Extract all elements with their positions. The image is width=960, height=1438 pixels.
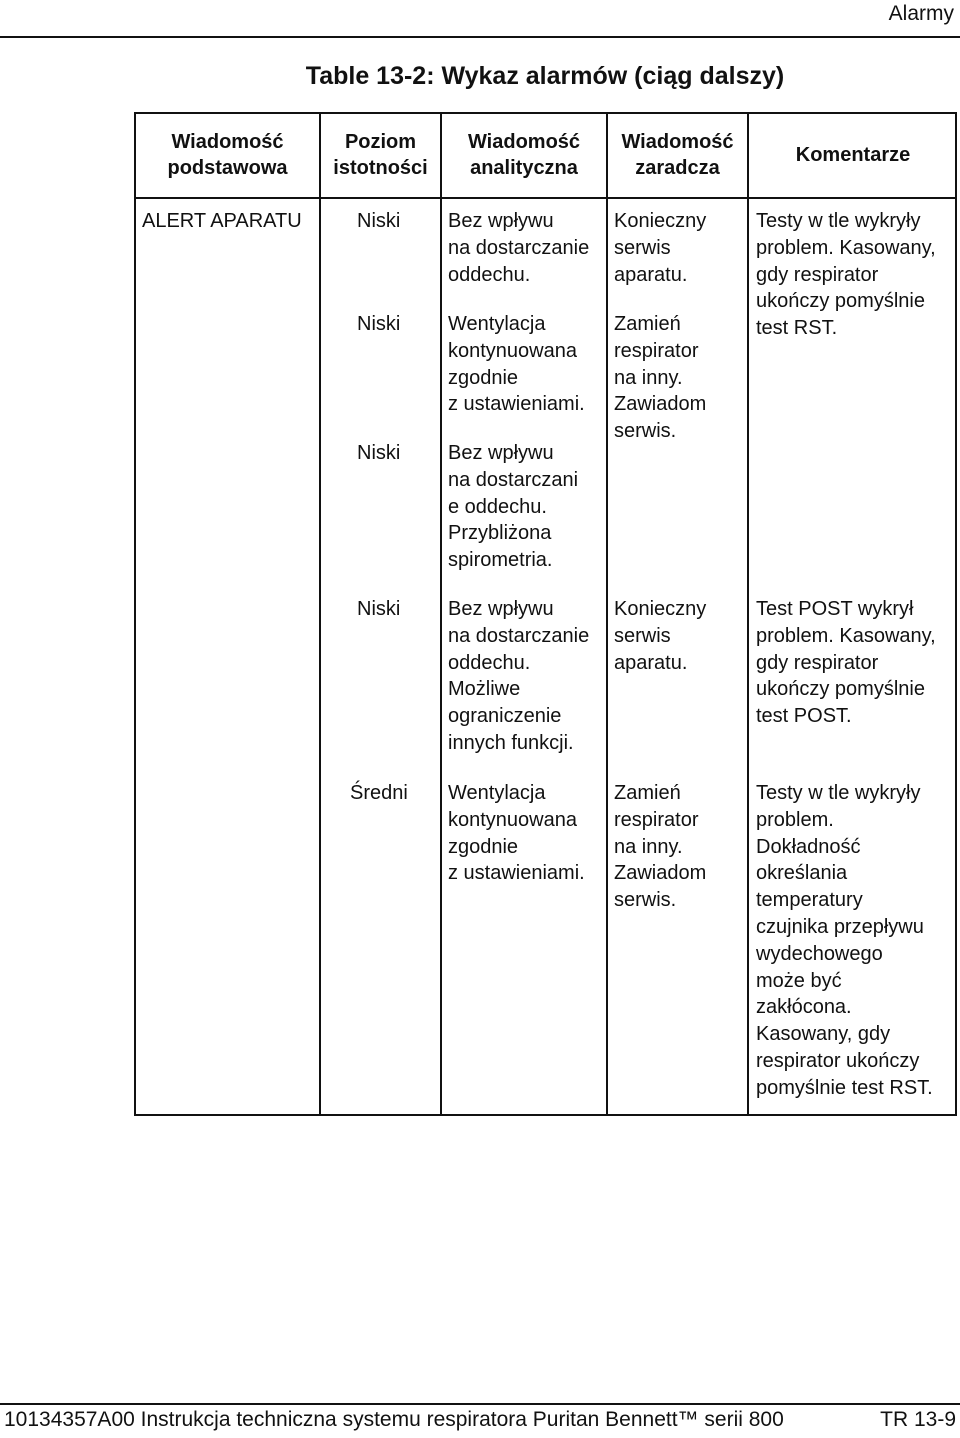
level-cell: Niski bbox=[357, 442, 401, 464]
footer-rule bbox=[0, 1403, 960, 1405]
header-analytic: Wiadomość analityczna bbox=[467, 131, 581, 179]
column-divider bbox=[440, 112, 442, 1116]
column-divider bbox=[747, 112, 749, 1116]
level-cell: Niski bbox=[357, 210, 401, 232]
table-header-rule bbox=[134, 197, 957, 199]
level-cell: Niski bbox=[357, 313, 401, 335]
running-head: Alarmy bbox=[888, 2, 954, 25]
analytic-cell: Bez wpływu na dostarczanie oddechu. Możliwe ograniczenie innych funkcji. bbox=[448, 598, 590, 754]
level-cell: Średni bbox=[350, 782, 408, 804]
comment-cell: Testy w tle wykryły problem. Dokładność określania temperatury czujnika przepływu wydechowego może być zakłócona. Kasowany, gdy respirator ukończy pomyślnie test RST. bbox=[756, 782, 933, 1099]
analytic-cell: Wentylacja kontynuowana zgodnie z ustawieniami. bbox=[448, 313, 585, 416]
analytic-cell: Bez wpływu na dostarczani e oddechu. Przybliżona spirometria. bbox=[448, 442, 579, 572]
table-title: Table 13-2: Wykaz alarmów (ciąg dalszy) bbox=[305, 62, 785, 90]
level-cell: Niski bbox=[357, 598, 401, 620]
footer-document-title: 10134357A00 Instrukcja techniczna systemu respiratora Puritan Bennett™ serii 800 bbox=[4, 1408, 784, 1431]
analytic-cell: Wentylacja kontynuowana zgodnie z ustawieniami. bbox=[448, 782, 585, 885]
header-comments: Komentarze bbox=[795, 144, 911, 166]
remedy-cell: Konieczny serwis aparatu. bbox=[614, 598, 707, 674]
comment-cell: Test POST wykrył problem. Kasowany, gdy respirator ukończy pomyślnie test POST. bbox=[756, 598, 936, 728]
column-divider bbox=[606, 112, 608, 1116]
remedy-cell: Zamień respirator na inny. Zawiadom serwis. bbox=[614, 782, 707, 912]
header-base-message: Wiadomość podstawowa bbox=[167, 131, 288, 179]
header-rule bbox=[0, 36, 960, 38]
column-divider bbox=[319, 112, 321, 1116]
page-number: TR 13-9 bbox=[880, 1408, 956, 1431]
base-message-cell: ALERT APARATU bbox=[142, 210, 302, 232]
remedy-cell: Zamień respirator na inny. Zawiadom serwis. bbox=[614, 313, 707, 443]
header-level: Poziom istotności bbox=[333, 131, 428, 179]
analytic-cell: Bez wpływu na dostarczanie oddechu. bbox=[448, 210, 590, 286]
comment-cell: Testy w tle wykryły problem. Kasowany, gdy respirator ukończy pomyślnie test RST. bbox=[756, 210, 936, 340]
remedy-cell: Konieczny serwis aparatu. bbox=[614, 210, 707, 286]
header-remedy: Wiadomość zaradcza bbox=[621, 131, 734, 179]
